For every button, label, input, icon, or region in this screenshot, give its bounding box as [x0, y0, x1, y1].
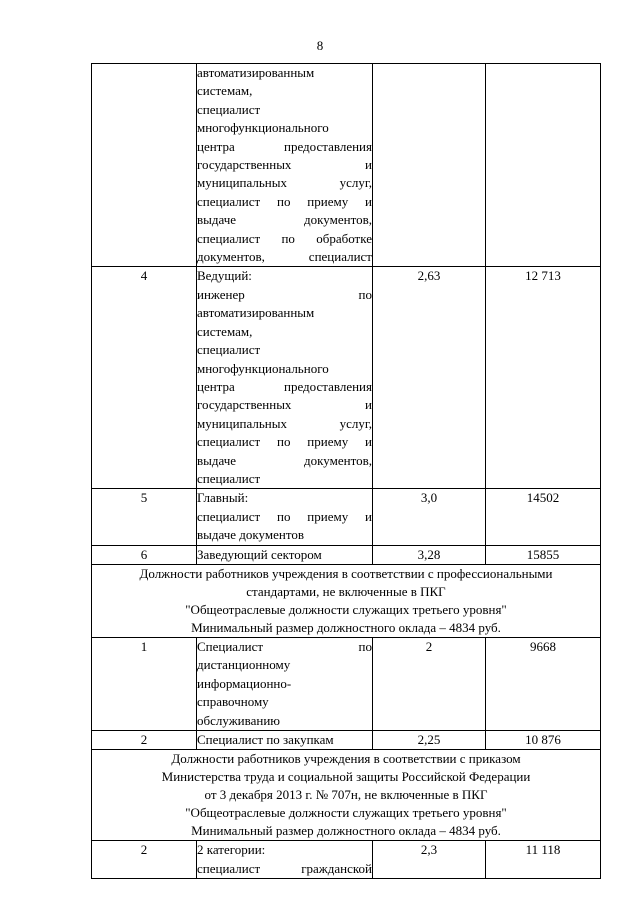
position-name-cell	[197, 267, 373, 489]
table-row	[92, 489, 601, 545]
row-number-cell: 1	[92, 637, 197, 730]
text-line: муниципальных услуг,	[197, 175, 372, 191]
position-name-cell	[197, 637, 373, 730]
group-header-line: "Общеотраслевые должности служащих третьего уровня"	[185, 601, 507, 617]
coefficient-cell: 2,25	[373, 731, 486, 750]
text-line: специалист по приему и	[197, 508, 372, 524]
text-line: специалист	[197, 101, 261, 117]
salary-table	[91, 63, 601, 879]
group-header-cell	[92, 750, 601, 841]
text-line: автоматизированным	[197, 65, 315, 80]
text-line: документов, специалист	[197, 249, 372, 265]
salary-cell: 11 118	[486, 841, 601, 879]
position-name-cell: Специалист по закупкам	[197, 731, 373, 750]
text-line: специалист по приему и	[197, 193, 372, 209]
position-name-cell	[197, 489, 373, 545]
group-header-line: Минимальный размер должностного оклада – 4834 руб.	[191, 823, 501, 839]
text-line: специалист по приему и	[197, 434, 372, 450]
text-line: системам,	[197, 83, 253, 99]
group-header-row	[92, 564, 601, 637]
text-line: государственных и	[197, 397, 372, 413]
text-line: многофункционального	[197, 120, 329, 136]
text-line: выдаче документов	[197, 527, 304, 543]
text-line: центра предоставления	[197, 378, 372, 394]
salary-cell: 10 876	[486, 731, 601, 750]
table-row	[92, 731, 601, 750]
row-number-cell: 2	[92, 731, 197, 750]
position-name-cell	[197, 841, 373, 879]
text-line: инженер по	[197, 286, 372, 302]
salary-cell: 9668	[486, 637, 601, 730]
position-name-cell	[197, 64, 373, 267]
group-header-line: Министерства труда и социальной защиты Российской Федерации	[161, 769, 531, 785]
group-header-line: "Общеотраслевые должности служащих третьего уровня"	[185, 805, 507, 821]
text-line: дистанционному	[197, 657, 291, 673]
text-line: выдаче документов,	[197, 212, 372, 228]
coefficient-cell: 2	[373, 637, 486, 730]
page-number: 8	[316, 38, 324, 53]
coefficient-cell: 3,28	[373, 545, 486, 564]
group-header-line: Должности работников учреждения в соответствии с профессиональными	[139, 565, 553, 581]
text-line: центра предоставления	[197, 138, 372, 154]
text-line: Ведущий:	[197, 268, 252, 284]
salary-cell: 12 713	[486, 267, 601, 489]
group-header-cell	[92, 564, 601, 637]
table-row	[92, 545, 601, 564]
text-line: Главный:	[197, 490, 249, 506]
coefficient-cell	[373, 64, 486, 267]
group-header-line: от 3 декабря 2013 г. № 707н, не включенные в ПКГ	[204, 787, 488, 803]
text-line: многофункционального	[197, 360, 329, 376]
text-line: муниципальных услуг,	[197, 415, 372, 431]
text-line: специалист гражданской	[197, 860, 372, 876]
table-row	[92, 267, 601, 489]
text-line: государственных и	[197, 157, 372, 173]
table-row	[92, 841, 601, 879]
group-header-line: стандартами, не включенные в ПКГ	[246, 583, 446, 599]
salary-cell: 14502	[486, 489, 601, 545]
row-number-cell	[92, 64, 197, 267]
table-row	[92, 64, 601, 267]
group-header-row	[92, 750, 601, 841]
coefficient-cell: 2,3	[373, 841, 486, 879]
salary-cell: 15855	[486, 545, 601, 564]
group-header-line: Минимальный размер должностного оклада – 4834 руб.	[191, 619, 501, 635]
text-line: выдаче документов,	[197, 452, 372, 468]
row-number-cell: 2	[92, 841, 197, 879]
table-row	[92, 637, 601, 730]
text-line: специалист по обработке	[197, 230, 372, 246]
salary-cell	[486, 64, 601, 267]
row-number-cell: 4	[92, 267, 197, 489]
text-line: информационно-	[197, 675, 292, 691]
text-line: Специалист по	[197, 638, 372, 654]
text-line: системам,	[197, 323, 253, 339]
text-line: справочному	[197, 694, 269, 710]
group-header-line: Должности работников учреждения в соответствии с приказом	[171, 751, 521, 767]
text-line: специалист	[197, 470, 261, 486]
row-number-cell: 6	[92, 545, 197, 564]
coefficient-cell: 2,63	[373, 267, 486, 489]
coefficient-cell: 3,0	[373, 489, 486, 545]
text-line: обслуживанию	[197, 712, 281, 728]
text-line: автоматизированным	[197, 305, 315, 321]
position-name-cell: Заведующий сектором	[197, 545, 373, 564]
text-line: 2 категории:	[197, 842, 266, 858]
text-line: специалист	[197, 342, 261, 358]
row-number-cell: 5	[92, 489, 197, 545]
